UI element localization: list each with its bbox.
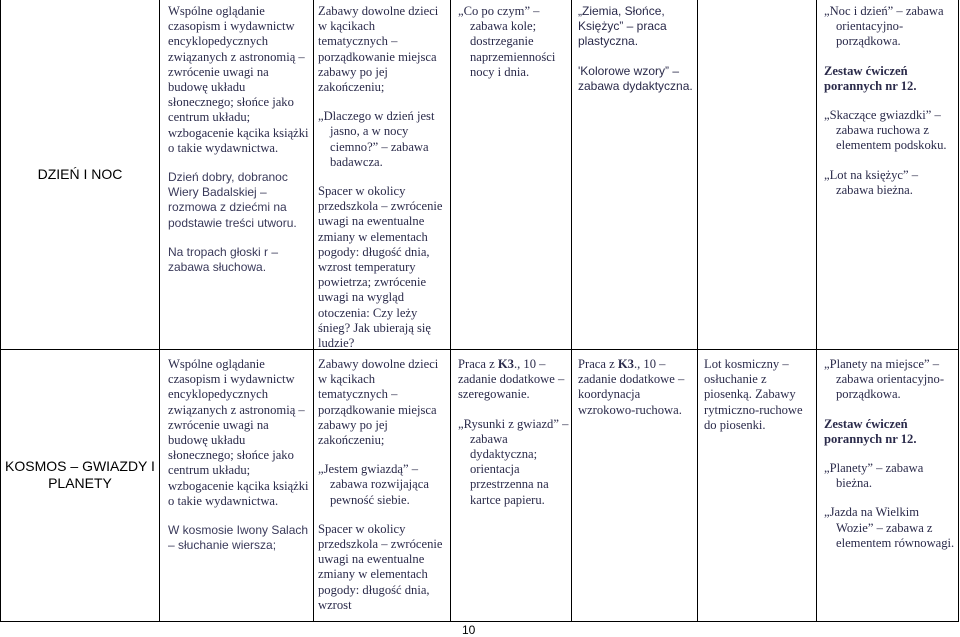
theme-cell [1,166,159,183]
activity-text: „Ziemia, Słońce, Księżyc” – praca plastyczna. [578,4,667,49]
table-border [450,0,451,622]
activity-text: W kosmosie Iwony Salach – słuchanie wiersza; [168,523,309,553]
activities-cell [458,357,570,508]
table-border [571,0,572,622]
activities-cell [578,357,694,418]
activity-text: Na tropach głoski r – zabawa słuchowa. [168,244,279,275]
theme-title: KOSMOS – GWIAZDY I PLANETY [5,458,155,491]
activity-text: „Rysunki z gwiazd” – zabawa dydaktyczna; orientacja przestrzenna na kartce papieru. [458,416,569,507]
activity-text: Spacer w okolicy przedszkola – zwrócenie uwagi na ewentualne zmiany w elementach pogody: długość dnia, wzrost temperatury powietrza; zwrócenie uwagi na wygląd otoczenia: Czy leży śnieg? Jak ubierają się ludzie? [318,184,443,351]
activity-text: „Planety” – zabawa bieżna. [824,461,924,491]
activity-text: „Dlaczego w dzień jest jasno, a w nocy ciemno?” – zabawa badawcza. [318,109,435,169]
table-border [958,0,959,622]
activities-cell [168,357,310,553]
activities-cell [168,4,310,275]
activity-text: Lot kosmiczny – osłuchanie z piosenką. Zabawy rytmiczno-ruchowe do piosenki. [704,357,803,432]
workbook-code: K3 [617,357,634,371]
activity-text: „Skaczące gwiazdki” – zabawa ruchowa z elementem podskoku. [824,108,947,153]
activity-text: „Planety na miejsce” – zabawa orientacyjno-porządkowa. [824,357,945,402]
activity-text: Spacer w okolicy przedszkola – zwrócenie uwagi na ewentualne zmiany w elementach pogody: długość dnia, wzrost [318,521,443,612]
theme-title: DZIEŃ I NOC [37,166,123,182]
activity-text: Wspólne oglądanie czasopism i wydawnictw encyklopedycznych związanych z astronomią – zwrócenie uwagi na budowę układu słonecznego; słońce jako centrum układu; wzbogacenie kącika książki o takie wydawnictwa. [168,357,309,508]
activity-text: 'Kolorowe wzory” – zabawa dydaktyczna. [578,63,693,93]
activity-text: Praca z K3., 10 – zadanie dodatkowe – koordynacja wzrokowo-ruchowa. [578,357,685,417]
table-border [0,621,959,622]
table-border [697,0,698,622]
table-border [159,0,160,622]
activity-text: „Co po czym” – zabawa kole; dostrzeganie naprzemienności nocy i dnia. [458,4,556,79]
exercise-set-label: Zestaw ćwiczeń porannych nr 12. [824,63,917,93]
activities-cell [578,4,694,94]
table-border [0,0,1,622]
activities-cell [458,4,570,80]
activity-text: Zabawy dowolne dzieci w kącikach tematycznych – porządkowanie miejsca zabawy po jej zakończeniu; [318,4,439,95]
activities-cell [318,357,448,613]
table-border [816,0,817,622]
page-number: 10 [462,623,476,637]
table-border [313,0,314,622]
workbook-code: K3 [497,357,514,371]
theme-cell [4,458,156,492]
activities-cell [824,357,956,551]
table-border [0,349,959,350]
activity-text: Dzień dobry, dobranoc Wiery Badalskiej – rozmowa z dziećmi na podstawie treści utworu. [168,170,297,230]
activity-text: „Lot na księżyc” – zabawa bieżna. [824,167,919,197]
activity-text: Praca z K3., 10 – zadanie dodatkowe – szeregowanie. [458,357,565,402]
activities-cell [318,4,448,351]
activities-cell [824,4,956,198]
activity-text: Wspólne oglądanie czasopism i wydawnictw encyklopedycznych związanych z astronomią – zwrócenie uwagi na budowę układu słonecznego; słońce jako centrum układu; wzbogacenie kącika książki o takie wydawnictwa. [168,4,309,155]
exercise-set-label: Zestaw ćwiczeń porannych nr 12. [824,416,917,446]
activity-text: „Jestem gwiazdą” – zabawa rozwijająca pewność siebie. [318,462,429,507]
activity-text: „Noc i dzień” – zabawa orientacyjno-porządkowa. [824,4,944,49]
activity-text: Zabawy dowolne dzieci w kącikach tematycznych – porządkowanie miejsca zabawy po jej zakończeniu; [318,357,439,448]
activity-text: „Jazda na Wielkim Wozie” – zabawa z elementem równowagi. [824,505,955,550]
activities-cell [704,357,814,433]
